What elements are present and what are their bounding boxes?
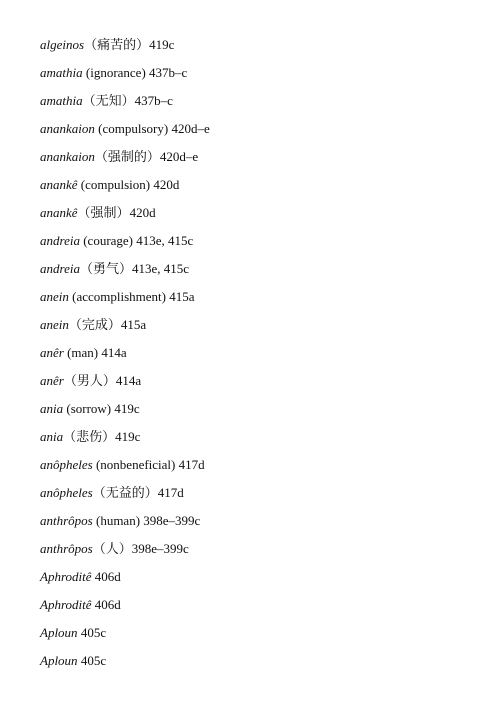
entry-term: anôpheles (40, 457, 93, 472)
entry-ref: 417d (178, 457, 205, 472)
entry-gloss: （无益的） (92, 485, 158, 500)
entry-term: algeinos (40, 37, 85, 52)
entry-gloss: （痛苦的） (84, 37, 150, 52)
entry-gloss: （悲伤） (63, 429, 116, 444)
entry-ref: 420d (129, 205, 156, 220)
index-entry (40, 147, 480, 175)
entry-ref: 437b–c (149, 65, 188, 80)
entry-term: anankaion (40, 121, 95, 136)
index-entry (40, 455, 480, 483)
index-entry (40, 651, 480, 679)
entry-ref: 419c (115, 429, 141, 444)
entry-term: amathia (40, 93, 83, 108)
entry-ref: 420d–e (159, 149, 199, 164)
entry-gloss: （人） (92, 541, 132, 556)
entry-ref: 405c (80, 625, 107, 640)
entry-gloss: （完成） (68, 317, 121, 332)
entry-ref: 419c (114, 401, 140, 416)
entry-gloss: （勇气） (79, 261, 132, 276)
entry-term: anankê (40, 205, 78, 220)
entry-ref: 406d (94, 569, 121, 584)
entry-ref: 398e–399c (143, 513, 201, 528)
entry-gloss: (sorrow) (63, 401, 115, 416)
index-entry (40, 35, 480, 63)
entry-term: anêr (40, 373, 64, 388)
index-entry (40, 315, 480, 343)
entry-gloss: (courage) (79, 233, 137, 248)
entry-ref: 414a (101, 345, 127, 360)
entry-gloss: (compulsion) (77, 177, 154, 192)
entry-gloss: （无知） (82, 93, 135, 108)
entry-ref: 420d (153, 177, 180, 192)
entry-term: Aphroditê (40, 569, 92, 584)
entry-term: anthrôpos (40, 513, 93, 528)
entry-ref: 419c (149, 37, 175, 52)
entry-term: Aploun (40, 625, 78, 640)
index-entry (40, 91, 480, 119)
entry-ref: 405c (80, 653, 107, 668)
entry-term: Aploun (40, 653, 78, 668)
entry-gloss: (man) (63, 345, 102, 360)
index-entry (40, 119, 480, 147)
entry-gloss: (human) (92, 513, 144, 528)
index-entry (40, 539, 480, 567)
index-entry (40, 203, 480, 231)
entry-ref: 417d (157, 485, 184, 500)
entry-ref: 420d–e (171, 121, 210, 136)
entry-term: ania (40, 401, 64, 416)
entry-ref: 413e, 415c (136, 233, 194, 248)
entry-term: anthrôpos (40, 541, 93, 556)
entry-ref: 414a (115, 373, 142, 388)
entry-gloss: (nonbeneficial) (92, 457, 179, 472)
index-entry (40, 567, 480, 595)
entry-gloss: （强制的） (94, 149, 160, 164)
entry-gloss: （强制） (77, 205, 130, 220)
entry-term: anankaion (40, 149, 95, 164)
index-entry (40, 371, 480, 399)
entry-term: anêr (40, 345, 64, 360)
entry-gloss: (compulsory) (94, 121, 172, 136)
entry-ref: 437b–c (134, 93, 173, 108)
index-entry (40, 63, 480, 91)
entry-term: anôpheles (40, 485, 93, 500)
index-entry (40, 511, 480, 539)
entry-term: andreia (40, 261, 80, 276)
entry-term: anankê (40, 177, 78, 192)
index-entry (40, 343, 480, 371)
index-entry (40, 427, 480, 455)
entry-ref: 415a (169, 289, 195, 304)
entry-ref: 413e, 415c (131, 261, 190, 276)
index-entry (40, 175, 480, 203)
entry-term: anein (40, 289, 69, 304)
index-entry (40, 399, 480, 427)
entry-term: andreia (40, 233, 80, 248)
index-entry (40, 259, 480, 287)
entry-gloss: （男人） (63, 373, 116, 388)
entry-ref: 406d (94, 597, 121, 612)
entry-gloss: (ignorance) (82, 65, 150, 80)
index-entry (40, 595, 480, 623)
entry-ref: 415a (120, 317, 147, 332)
entry-ref: 398e–399c (131, 541, 189, 556)
index-page (40, 35, 480, 679)
index-entry (40, 623, 480, 651)
index-entry (40, 231, 480, 259)
index-entry (40, 287, 480, 315)
entry-term: Aphroditê (40, 597, 92, 612)
index-entry (40, 483, 480, 511)
entry-term: ania (40, 429, 64, 444)
entry-term: anein (40, 317, 69, 332)
entry-gloss: (accomplishment) (68, 289, 170, 304)
entry-term: amathia (40, 65, 83, 80)
